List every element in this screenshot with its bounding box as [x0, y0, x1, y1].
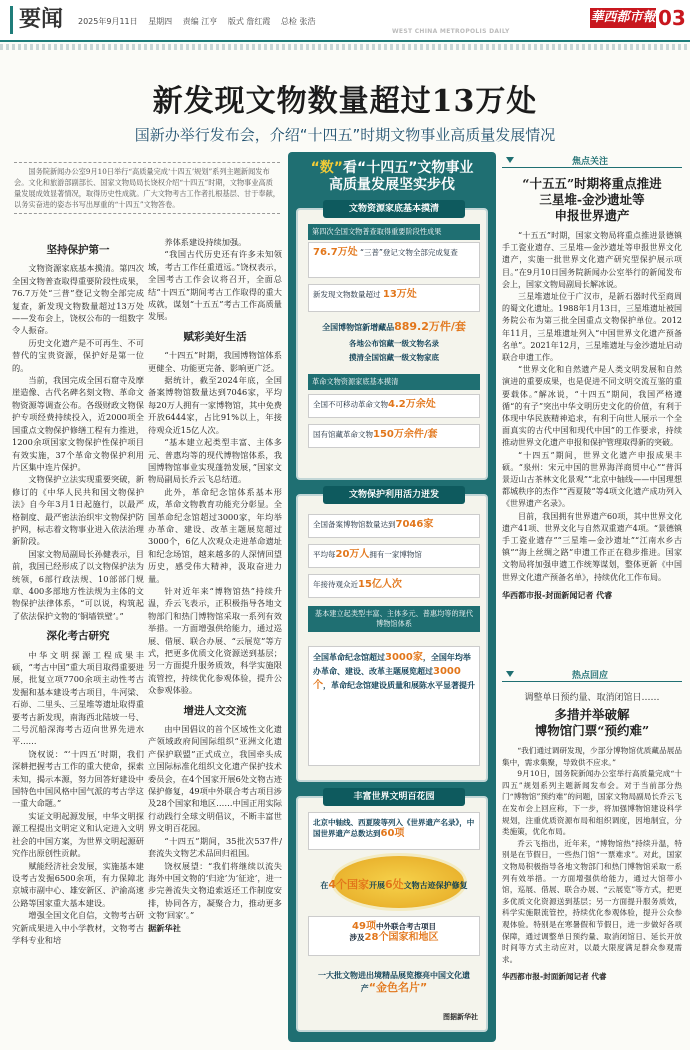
- article-title: 新发现文物数量超过13万处: [152, 84, 538, 119]
- paragraph: 养体系建设持续加强。: [164, 237, 247, 247]
- paragraph: 据统计，截至2024年底，全国备案博物馆数量达到7046家，平均每20万人拥有一家博物馆，其中免费开放6444家，占比91%以上，年接待观众近15亿人次。: [148, 375, 282, 435]
- paragraph: 目前，我国拥有世界遗产60项，其中世界文化遗产41项、世界文化与自然双重遗产4项。“景德镇手工瓷业遗存”“三星堆—金沙遗址”“江南水乡古镇”“海上丝绸之路”申遗工作正在稳步推进。国家文物局将加强申遗工作统筹谋划，整体更新《中国世界文化遗产预备名单》，持续优化工作布局。: [502, 511, 682, 582]
- memorial-hall-paragraph: 全国革命纪念馆超过3000家，全国年均举办革命、建设、改革主题展览超过3000个，革命纪念馆建设质量和展陈水平显著提升: [308, 646, 480, 766]
- hot-response-article: [502, 668, 682, 983]
- article-lead: 国务院新闻办公室9月10日举行“高质量完成‘十四五’规划”系列主题新闻发布会。文化和旅游部副部长、国家文物局局长饶权介绍“十四五”时期，文物事业高质量发展成效显著情况，取得历史性成就。广大文物考古工作者扎根基层、甘于奉献，以务实奋进的姿态书写出厚重的“十四五”文物答卷。: [14, 162, 280, 214]
- section-heading: 赋彩美好生活: [183, 330, 247, 343]
- paragraph: 当前，我国完成全国石窟寺及摩崖造像、古代名碑名刻文物、革命文物资源等调查公布。各级财政文物保护专项经费持续投入，近2000项全国重点文物保护修缮工程有力推进，1200余项国家文物保护性保护项目有效实施，37个革命文物保护利用片区集中连片保护。: [12, 375, 144, 472]
- stat-card-revolution-sites: 全国不可移动革命文物4.2万余处: [308, 394, 480, 418]
- paper-english-name: WEST CHINA METROPOLIS DAILY: [392, 28, 510, 35]
- stat-list-line: 摸清全国馆藏一级文物家底: [349, 353, 439, 362]
- paragraph: 乔云飞指出，近年来，“博物馆热”持续升温，特别是在节假日，一些热门馆“一票难求”。对此，国家文物局积极指导各地文物部门和热门博物馆采取一系列有效举措。一方面增强供给能力，通过大馆带小馆，巡展、借展、联合办展、“云展览”等方式，把更多优质文化资源送到基层；另一方面提升服务质效，科学实施限流管控，持续优化参观体验，提升公众参观体验。特别是在寒暑假和节假日，进一步做好各项保障，通过调整单日预约量、取消闭馆日、延长开放时间等方式主动应对，以最大限度满足群众参观需求。: [502, 838, 682, 964]
- paragraph: “十四五”时期，我国博物馆体系更健全、功能更完备、影响更广泛。: [148, 350, 282, 373]
- section-heading: 增进人文交流: [183, 704, 247, 717]
- world-heritage-count: 北京中轴线、西夏陵等列入《世界遗产名录》，中国世界遗产总数达到60项: [308, 812, 480, 850]
- paper-logo: 華西都市報: [590, 8, 656, 28]
- page-number: 03: [658, 6, 686, 30]
- paragraph: 三星堆遗址位于广汉市，是新石器时代至商周的蜀文化遗址。1988年1月13日，三星堆遗址被国务院公布为第三批全国重点文物保护单位。2012年11月，三星堆遗址列入“中国世界文化遗产预备名单”。2021年12月，三星堆遗址与金沙遗址启动联合申遗工作。: [502, 292, 682, 363]
- hot-credit: 华西都市报-封面新闻记者 代睿: [502, 972, 607, 982]
- stat-row-visitors: 年接待观众近15亿人次: [308, 574, 480, 598]
- focus-credit: 华西都市报-封面新闻记者 代睿: [502, 590, 613, 600]
- stat-row-museums: 全国备案博物馆数量达到7046家: [308, 514, 480, 538]
- paragraph: 此外，革命纪念馆体系基本形成，革命文物教育功能充分彰显。全国革命纪念馆超过3000家，年均举办革命、建设、改革主题展览超过3000个，6亿人次观众走进革命遗址和纪念场馆，越来越多的人深情回望历史，感受伟大精神，汲取奋进力量。: [148, 486, 282, 584]
- museum-system-note: 基本建立起类型丰富、主体多元、普惠均等的现代博物馆体系: [308, 606, 480, 632]
- infographic-title: “数”看“十四五”文物事业 高质量发展坚实步伐: [310, 160, 474, 193]
- triangle-icon: [506, 671, 514, 677]
- paragraph: 由中国倡议的首个区域性文化遗产领域政府间国际组织“亚洲文化遗产保护联盟”正式成立，我国牵头成立国际标准化组织文化遗产保护技术委员会，在4个国家开展6处文物古迹保护修复，49项中外联合考古项目涉及28个国家和地区……中国正用实际行动践行全球文明倡议，不断丰富世界文明百花园。: [148, 724, 282, 834]
- hot-headline: 多措并举破解 博物馆门票“预约难”: [534, 707, 650, 738]
- paragraph: 文物保护立法实现重要突破，新修订的《中华人民共和国文物保护法》自今年3月1日起施行，以最严格制度、最严密法治织牢文物保护防护网，标志着文物事业进入依法治理新阶段。: [12, 474, 144, 547]
- paragraph: 饶权展望：“我们将继续以流失海外中国文物的‘归途’为‘征途’，进一步完善流失文物追索返还工作制度安排，协同各方，凝聚合力，推动更多文物‘回家’。”: [148, 860, 282, 921]
- stat-row-per-capita: 平均每20万人拥有一家博物馆: [308, 544, 480, 568]
- focus-tag: 焦点关注: [502, 154, 682, 168]
- stat-collection: 全国博物馆新增藏品889.2万件/套: [322, 320, 466, 333]
- triangle-icon: [506, 157, 514, 163]
- stat-list-line: 各地公布馆藏一级文物名录: [349, 339, 439, 348]
- editor: 责编 江亨: [182, 17, 218, 26]
- paragraph: “我们通过调研发现，少部分博物馆优质藏品展品集中，需求集聚，导致供不应求。”: [502, 746, 682, 767]
- section-header: 丰富世界文明百花园: [323, 788, 465, 806]
- hot-tag: 热点回应: [502, 668, 682, 682]
- restoration-stat: 在4个国家开展6处文物古迹保护修复: [320, 878, 468, 891]
- paragraph: 赋能经济社会发展，实施基本建设考古发掘6500余项，有力保障北京城市副中心、雄安新区、沪渝高速公路等国家重大基本建设。: [12, 860, 144, 908]
- article-subtitle: 国新办举行发布会，介绍“十四五”时期文物事业高质量发展情况: [134, 126, 556, 144]
- paragraph: “十四五”期间，35批次537件/套流失文物艺术品回归祖国。: [148, 835, 282, 859]
- infographic-credit: 图据新华社: [443, 1013, 478, 1021]
- focus-headline: “十五五”时期将重点推进 三星堆-金沙遗址等 申报世界遗产: [522, 176, 662, 223]
- focus-body: [502, 230, 682, 584]
- paragraph: 9月10日，国务院新闻办公室举行高质量完成“十四五”规划系列主题新闻发布会。对于当前部分热门“博物馆”预约难”的问题，国家文物局副局长乔云飞在发布会上回应称，下一步，将加强博物馆建设科学规划，注重优质资源布局和组织调度，因地制宜，分类施策，优化布局。: [502, 769, 682, 837]
- paragraph: 增强全国文化自信，文物考古研究新成果进入中小学教材，文物考古学科专业和培: [12, 910, 144, 945]
- page-header: [0, 0, 690, 42]
- section-header: 文物资源家底基本摸清: [323, 200, 465, 218]
- paragraph: “基本建立起类型丰富、主体多元、普惠均等的现代博物馆体系，我国博物馆事业实现蓬勃发展，”国家文物局副局长乔云飞总结道。: [148, 437, 282, 485]
- issue-weekday: 星期四: [148, 17, 173, 26]
- hot-subheadline: 调整单日预约量、取消闭馆日……: [524, 693, 660, 703]
- infographic-section-resources: [296, 204, 488, 480]
- article-column-1: [12, 236, 144, 1026]
- paragraph: 国家文物局副局长孙健表示，目前，我国已经形成了以文物保护法为统领，6部行政法规、10部部门规章、400多部地方性法规为主体的文物保护法律体系，“可以说，构筑起了依法保护文物的‘铜墙铁壁’。”: [12, 548, 144, 621]
- section-header: 文物保护利用活力迸发: [323, 486, 465, 504]
- paragraph: “十四五”期间，世界文化遗产申报成果丰硕。“泉州：宋元中国的世界海洋商贸中心”“普洱景迈山古茶林文化景观”“北京中轴线——中国理想都城秩序的杰作”“西夏陵”等4项文化遗产成功列入《世界遗产名录》。: [502, 450, 682, 509]
- issue-date: 2025年9月11日: [78, 17, 138, 26]
- focus-article: [502, 154, 682, 602]
- stat-card-revolution-items: 国有馆藏革命文物150万余件/套: [308, 424, 480, 448]
- article-credit: 据新华社: [148, 922, 181, 933]
- infographic-section-world: [296, 792, 488, 1032]
- revolution-bar: 革命文物资源家底基本摸清: [308, 374, 480, 390]
- exhibition-stat: 一大批文物进出境精品展览擦亮中国文化遗产“金色名片”: [318, 971, 470, 994]
- paragraph: 针对近年来“博物馆热”持续升温，乔云飞表示，正积极指导各地文物部门和热门博物馆采取一系列有效举措。一方面增强供给能力，通过巡展、借展、联合办展、“云展览”等方式，把更多优质文化资源送到基层；另一方面提升服务质效，科学实施限流管控，持续优化参观体验，提升公众参观体验。: [148, 585, 282, 696]
- paragraph: “世界文化和自然遗产是人类文明发展和自然演进的重要成果，也是促进不同文明交流互鉴的重要载体。”解冰说，“十四五”期间，我国严格遵循“的有子”突出中华文明历史文化的价值，有利于体现中华民族精神追求，有利于向世人展示一个全面真实的古代中国和现代中国”的工作要求，持续推动世界文化遗产申报和保护管理取得新的突破。: [502, 365, 682, 448]
- stat-card-new-found: 新发现文物数量超过 13万处: [308, 284, 480, 312]
- header-meta: [78, 16, 323, 27]
- infographic-section-museums: [296, 490, 488, 782]
- article-column-2: [148, 236, 282, 1026]
- infographic: [288, 152, 496, 1042]
- joint-archaeology-stat: 49项中外联合考古项目 涉及28个国家和地区: [308, 916, 480, 956]
- paragraph: 饶权说：“‘十四五’时期，我们深耕把握考古工作的重大使命，探索未知，揭示本源，努力回答好建设中国特色中国风格中国气派的考古学这一重大命题。”: [12, 748, 144, 809]
- section-heading: 坚持保护第一: [46, 244, 110, 256]
- section-heading: 深化考古研究: [46, 630, 110, 643]
- paragraph: 文物资源家底基本摸清。第四次全国文物普查取得重要阶段性成果，76.7万处“三普”登记文物全部完成复查，新发现文物数量超过13万处——发布会上，饶权公布的一组数字令人振奋。: [12, 263, 144, 336]
- survey-bar: 第四次全国文物普查取得重要阶段性成果: [308, 224, 480, 240]
- paragraph: 实证文明起源发展，中华文明探源工程提出文明定义和认定进入文明社会的中国方案，为世界文明起源研究作出原创性贡献。: [12, 810, 144, 859]
- stat-card-relics: 76.7万处 “三普”登记文物全部完成复查: [308, 242, 480, 278]
- paragraph: 历史文化遗产是不可再生、不可替代的宝贵资源，保护好是第一位的。: [12, 337, 144, 373]
- layout-editor: 版式 詹红霞: [227, 17, 271, 26]
- paragraph: “我国古代历史还有许多未知领域，考古工作任重道远。”饶权表示，全国考古工作会议将召开，全面总结“十四五”期间考古工作取得的重大成就，谋划“十五五”考古工作高质量发展。: [148, 249, 282, 322]
- paragraph: “十五五”时期，国家文物局将重点推进景德镇手工瓷业遗存、三星堆—金沙遗址等申报世界文化遗产，实施一批世界文化遗产研究型保护展示项目。”在9月10日国务院新闻办公室举行的新闻发布会上，国家文物局副局长解冰说。: [502, 231, 682, 289]
- decorative-stripe: [0, 44, 690, 50]
- proofreader: 总检 张浩: [280, 17, 316, 26]
- paragraph: 中华文明探源工程成果丰硕，“考古中国”重大项目取得重要进展，批复立项7700余项主动性考古发掘和基本建设考古项目，牛河梁、石峁、二里头、三星堆等遗址取得重要考古新发现，南海西北陆坡一号、二号沉船深海考古迈向世界先进水平……: [12, 649, 144, 747]
- section-name: 要闻: [10, 6, 63, 34]
- hot-body: [502, 745, 682, 965]
